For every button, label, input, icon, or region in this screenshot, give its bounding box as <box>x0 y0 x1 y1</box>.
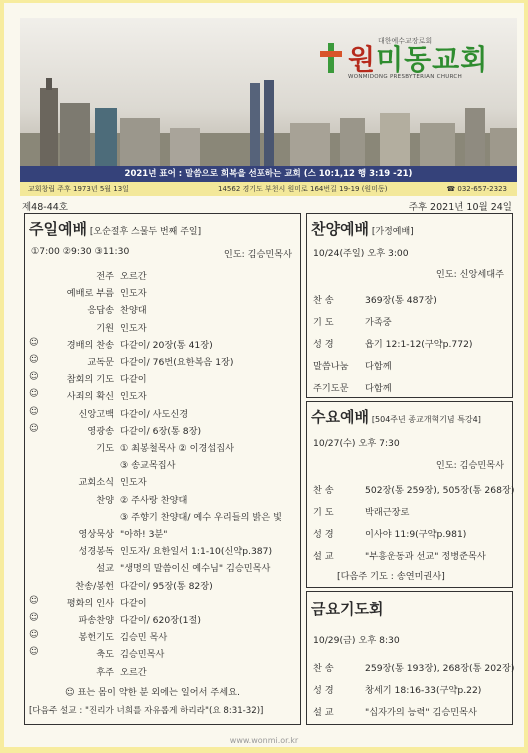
standing-mark-icon: ☺ <box>29 336 39 348</box>
item-value: "십자가의 능력" 김승민목사 <box>365 707 477 718</box>
item-label: 성 경 <box>313 685 334 696</box>
item-value: 369장(통 487장) <box>365 295 437 306</box>
item-label: 성 경 <box>313 529 334 540</box>
church-address: 14562 경기도 부천시 원미로 164번길 19-19 (원미동) <box>218 185 388 193</box>
order-label: 후주 <box>96 666 114 678</box>
order-value: ③ 주향기 찬양대/ 예수 우리들의 밝은 빛 <box>120 511 282 523</box>
order-label: 찬송/봉헌 <box>75 580 114 592</box>
church-info-bar <box>20 182 517 196</box>
founded-date: 교회창립 주후 1973년 5월 13일 <box>28 185 129 193</box>
praise-title: 찬양예배 <box>311 220 369 238</box>
wednesday-subtitle: [504주년 종교개혁기념 특강4] <box>371 415 481 424</box>
order-value: 인도자 <box>120 288 147 300</box>
wednesday-service-box <box>306 401 513 588</box>
order-label: 영광송 <box>87 425 114 437</box>
standing-mark-icon: ☺ <box>29 405 39 417</box>
standing-mark-icon: ☺ <box>29 354 39 365</box>
item-label: 주기도문 <box>313 383 349 394</box>
item-label: 성 경 <box>313 339 334 350</box>
sunday-title: 주일예배 <box>29 220 87 238</box>
wednesday-datetime: 10/27(수) 오후 7:30 <box>313 438 400 449</box>
item-label: 말씀나눔 <box>313 361 349 372</box>
order-value: "생명의 말씀이신 예수님" 김승민목사 <box>120 563 271 575</box>
order-label: 설교 <box>96 563 114 575</box>
order-value: 다같이/ 620장(1절) <box>120 615 201 626</box>
issue-line <box>22 199 512 213</box>
order-label: 참회의 기도 <box>66 374 114 386</box>
order-label: 사죄의 확신 <box>66 391 114 403</box>
church-phone: ☎ 032-657-2323 <box>446 185 507 193</box>
church-name: 원미동교회 <box>348 43 489 76</box>
praise-datetime: 10/24(주일) 오후 3:00 <box>313 248 409 259</box>
order-label: 교회소식 <box>78 477 114 489</box>
header-banner <box>20 18 517 196</box>
order-value: ① 최봉철목사 ② 이경섭집사 <box>120 443 234 454</box>
order-value: 오르간 <box>120 666 147 678</box>
sunday-title-row <box>29 218 201 239</box>
wednesday-title: 수요예배 <box>311 408 369 426</box>
website-footer: www.wonmi.or.kr <box>229 736 299 745</box>
order-value: 인도자/ 요한일서 1:1-10(신약p.387) <box>120 546 273 558</box>
standing-mark-icon: ☺ <box>29 629 39 641</box>
order-label: 경배의 찬송 <box>66 339 114 351</box>
order-value: 다같이 <box>120 597 147 609</box>
order-label: 기원 <box>96 322 114 334</box>
praise-subtitle: [가정예배] <box>371 227 414 237</box>
item-value: 259장(통 193장), 268장(통 202장) <box>365 663 515 674</box>
church-logo <box>320 36 488 80</box>
item-value: "부흥운동과 선교" 정병준목사 <box>365 551 486 562</box>
order-value: ② 주사랑 찬양대 <box>120 494 188 506</box>
order-value: 다같이/ 사도신경 <box>120 408 189 420</box>
order-value: ③ 송교목집사 <box>120 460 176 472</box>
standing-mark-icon: ☺ <box>29 422 39 434</box>
item-value: 박래근장로 <box>365 507 410 518</box>
issue-date: 주후 2021년 10월 24일 <box>408 202 512 213</box>
city-skyline-photo <box>20 78 517 168</box>
order-value: 오르간 <box>120 271 147 282</box>
sunday-times: ①7:00 ②9:30 ③11:30 <box>31 246 130 257</box>
next-sermon: [다음주 설교 : "진리가 너희를 자유롭게 하리라"(요 8:31-32)] <box>29 706 264 716</box>
order-value: 다같이/ 76번(요한복음 1장) <box>120 357 234 368</box>
sunday-leader: 인도: 김승민목사 <box>223 249 292 260</box>
standing-mark-icon: ☺ <box>29 388 39 400</box>
order-value: 다같이 <box>120 374 147 386</box>
next-prayer: [다음주 기도 : 송연미권사] <box>337 571 445 582</box>
denomination-label: 대한예수교장로회 <box>378 37 433 45</box>
standing-mark-icon: ☺ <box>29 594 39 606</box>
order-label: 영상묵상 <box>78 529 114 540</box>
order-label: 전주 <box>96 271 114 282</box>
item-value: 이사야 11:9(구약p.981) <box>365 529 467 540</box>
cross-logo-icon <box>320 43 342 73</box>
order-label: 예배로 부름 <box>66 288 114 300</box>
item-value: 다함께 <box>365 361 392 372</box>
sunday-service-box <box>24 213 301 725</box>
order-label: 기도 <box>96 443 114 454</box>
item-label: 기 도 <box>313 317 334 328</box>
standing-mark-icon: ☺ <box>29 612 39 623</box>
order-value: "아하! 3분" <box>120 529 168 540</box>
item-value: 창세기 18:16-33(구약p.22) <box>365 685 482 696</box>
order-value: 다같이/ 6장(통 8장) <box>120 425 202 437</box>
standing-mark-icon: ☺ <box>29 646 39 658</box>
order-value: 김승민 목사 <box>120 632 168 644</box>
item-value: 다함께 <box>365 383 392 394</box>
order-value: 김승민목사 <box>120 649 165 661</box>
order-label: 응답송 <box>87 305 114 317</box>
bulletin-page <box>4 3 524 747</box>
yearly-motto: 2021년 표어 : 말씀으로 회복을 선포하는 교회 (스 10:1,12 행 3:19 -21) <box>20 166 517 182</box>
praise-leader: 인도: 신앙세대주 <box>435 269 504 280</box>
order-value: 찬양대 <box>120 305 147 317</box>
order-value: 다같이/ 95장(통 82장) <box>120 580 213 592</box>
standing-note: ☺ 표는 몸이 약한 분 외에는 일어서 주세요. <box>65 687 240 698</box>
order-value: 인도자 <box>120 391 147 403</box>
order-label: 찬양 <box>96 494 114 506</box>
order-label: 성경봉독 <box>78 546 114 558</box>
order-label: 신앙고백 <box>78 408 114 420</box>
friday-datetime: 10/29(금) 오후 8:30 <box>313 635 400 646</box>
friday-title: 금요기도회 <box>311 600 384 618</box>
praise-service-box <box>306 213 513 398</box>
friday-prayer-box <box>306 591 513 725</box>
order-value: 다같이/ 20장(통 41장) <box>120 339 213 351</box>
order-value: 인도자 <box>120 477 147 489</box>
standing-mark-icon: ☺ <box>29 371 39 383</box>
order-value: 인도자 <box>120 322 147 334</box>
order-label: 평화의 인사 <box>66 597 114 609</box>
order-label: 축도 <box>96 649 114 661</box>
church-name-en: WONMIDONG PRESBYTERIAN CHURCH <box>348 74 463 80</box>
item-value: 502장(통 259장), 505장(통 268장) <box>365 485 515 496</box>
item-label: 찬 송 <box>313 485 334 496</box>
item-label: 찬 송 <box>313 295 334 306</box>
wednesday-leader: 인도: 김승민목사 <box>435 460 504 471</box>
item-value: 가족중 <box>365 317 392 328</box>
item-value: 욥기 12:1-12(구약p.772) <box>365 339 473 350</box>
order-label: 봉헌기도 <box>78 632 114 644</box>
item-label: 기 도 <box>313 507 334 518</box>
item-label: 설 교 <box>313 707 334 718</box>
order-label: 파송찬양 <box>78 615 114 626</box>
sunday-subtitle: [오순절후 스물두 번째 주일] <box>89 227 202 237</box>
issue-number: 제48-44호 <box>22 202 68 213</box>
item-label: 설 교 <box>313 551 334 562</box>
item-label: 찬 송 <box>313 663 334 674</box>
order-label: 교독문 <box>87 357 114 368</box>
